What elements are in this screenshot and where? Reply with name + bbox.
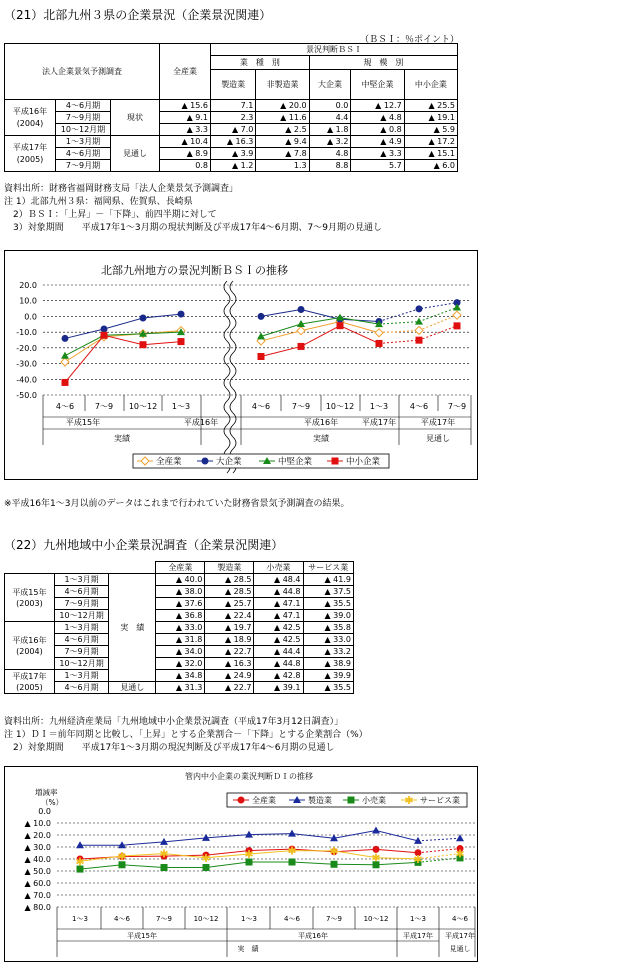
legend-label: 全産業 bbox=[156, 457, 182, 467]
value-cell: ▲ 47.1 bbox=[254, 610, 303, 622]
year-cell bbox=[5, 670, 55, 694]
year-cell bbox=[5, 100, 56, 136]
value-cell: ▲ 16.3 bbox=[211, 136, 256, 148]
y-tick-label: 0.0 bbox=[38, 807, 51, 816]
year-label: 平成17年 bbox=[12, 671, 47, 681]
value-cell: 1.3 bbox=[256, 160, 309, 172]
col-mid: 中堅企業 bbox=[351, 70, 404, 100]
value-cell: ▲ 39.0 bbox=[303, 610, 353, 622]
data-point bbox=[415, 318, 423, 325]
chart-title: 管内中小企業の業況判断ＤＩの推移 bbox=[185, 772, 313, 781]
data-point bbox=[454, 322, 461, 329]
data-point: ✱ bbox=[201, 851, 211, 865]
di-chart-svg bbox=[5, 767, 477, 961]
legend-label: 小売業 bbox=[362, 796, 386, 805]
table-row bbox=[5, 622, 354, 634]
value-cell: ▲ 4.8 bbox=[351, 112, 404, 124]
value-cell: ▲ 37.6 bbox=[156, 598, 205, 610]
phase-label: 実 績 bbox=[237, 945, 259, 953]
data-point: ✱ bbox=[244, 847, 254, 861]
y-tick-label: ▲ 10.0 bbox=[24, 819, 51, 828]
chart1-footnote: ※平成16年1～3月以前のデータはこれまで行われていた財務省景気予測調査の結果。 bbox=[4, 499, 350, 509]
note-line: 資料出所：九州経済産業局「九州地域中小企業景況調査（平成17年3月12日調査）」 bbox=[4, 717, 344, 727]
year-label: 平成16年 bbox=[303, 418, 339, 427]
year-label: 平成16年 bbox=[183, 418, 219, 427]
x-tick-label: 4～6 bbox=[284, 915, 300, 923]
kind-cell: 見通し bbox=[111, 136, 160, 172]
value-cell: ▲ 1.2 bbox=[211, 160, 256, 172]
legend-label: 大企業 bbox=[216, 457, 242, 467]
data-point bbox=[140, 341, 147, 348]
legend-label: 全産業 bbox=[252, 796, 276, 805]
value-cell: ▲ 11.6 bbox=[256, 112, 309, 124]
value-cell: ▲ 2.5 bbox=[256, 124, 309, 136]
year-sub: (2005) bbox=[16, 682, 43, 692]
value-cell: ▲ 8.9 bbox=[160, 148, 211, 160]
bsi-chart-svg bbox=[5, 251, 477, 479]
table-row bbox=[5, 646, 354, 658]
legend-marker: ✱ bbox=[404, 794, 414, 807]
x-tick-label: 1～3 bbox=[171, 402, 191, 411]
value-cell: ▲ 15.1 bbox=[404, 148, 457, 160]
value-cell: ▲ 17.2 bbox=[404, 136, 457, 148]
legend-label: 中小企業 bbox=[346, 457, 381, 467]
value-cell: ▲ 9.1 bbox=[160, 112, 211, 124]
y-tick-label: ▲ 70.0 bbox=[24, 891, 51, 900]
x-tick-label: 7～9 bbox=[156, 915, 172, 923]
data-point bbox=[288, 830, 296, 837]
value-cell: ▲ 35.5 bbox=[303, 598, 353, 610]
di-col-mfg: 製造業 bbox=[205, 562, 254, 574]
y-tick-label: ▲ 80.0 bbox=[24, 903, 51, 912]
y-tick-label: -40.0 bbox=[16, 375, 37, 385]
x-tick-label: 10～12 bbox=[128, 402, 158, 411]
x-tick-label: 10～12 bbox=[193, 915, 219, 923]
bsi-chart bbox=[4, 250, 478, 480]
value-cell: ▲ 31.3 bbox=[156, 682, 205, 694]
y-tick-label: -10.0 bbox=[16, 328, 37, 338]
value-cell: ▲ 3.9 bbox=[211, 148, 256, 160]
phase-label: 見通し bbox=[449, 945, 471, 953]
x-tick-label: 7～9 bbox=[94, 402, 114, 411]
data-point bbox=[101, 332, 108, 339]
value-cell: ▲ 36.8 bbox=[156, 610, 205, 622]
data-point bbox=[178, 338, 185, 345]
table-row bbox=[5, 670, 354, 682]
value-cell: 0.0 bbox=[309, 100, 351, 112]
value-cell: ▲ 47.1 bbox=[254, 598, 303, 610]
year-cell bbox=[5, 136, 56, 172]
period-cell: 7～9月期 bbox=[54, 646, 108, 658]
phase-label: 実績 bbox=[114, 434, 130, 443]
table-corner: 法人企業景気予測調査 bbox=[5, 44, 160, 100]
period-cell: 4～6月期 bbox=[54, 682, 108, 694]
value-cell: 0.8 bbox=[160, 160, 211, 172]
value-cell: ▲ 39.1 bbox=[254, 682, 303, 694]
value-cell: ▲ 25.5 bbox=[404, 100, 457, 112]
col-all: 全産業 bbox=[160, 44, 211, 100]
value-cell: ▲ 33.0 bbox=[303, 634, 353, 646]
value-cell: ▲ 7.0 bbox=[211, 124, 256, 136]
value-cell: ▲ 44.8 bbox=[254, 658, 303, 670]
x-tick-label: 4～6 bbox=[409, 402, 429, 411]
value-cell: ▲ 4.9 bbox=[351, 136, 404, 148]
table-row bbox=[5, 598, 354, 610]
value-cell: ▲ 1.8 bbox=[309, 124, 351, 136]
table-row bbox=[5, 634, 354, 646]
di-corner bbox=[5, 562, 156, 574]
table-row bbox=[5, 586, 354, 598]
legend-marker bbox=[348, 797, 355, 804]
legend-marker bbox=[332, 458, 339, 465]
bsi-table bbox=[4, 43, 458, 172]
y-tick-label: 10.0 bbox=[19, 296, 37, 306]
value-cell: ▲ 3.3 bbox=[160, 124, 211, 136]
data-point: ✱ bbox=[75, 855, 85, 869]
data-point bbox=[62, 335, 69, 342]
value-cell: ▲ 35.8 bbox=[303, 622, 353, 634]
value-cell: ▲ 18.9 bbox=[205, 634, 254, 646]
table-row bbox=[5, 112, 458, 124]
value-cell: ▲ 22.4 bbox=[205, 610, 254, 622]
year-label: 平成17年 bbox=[445, 932, 475, 940]
data-point bbox=[140, 315, 147, 322]
series-line-forecast bbox=[418, 849, 460, 853]
kind-cell: 見通し bbox=[109, 682, 156, 694]
data-point bbox=[258, 313, 265, 320]
value-cell: 2.3 bbox=[211, 112, 256, 124]
sec21-unit: （ＢＳＩ：％ポイント） bbox=[360, 35, 460, 45]
group-size: 規 模 別 bbox=[309, 56, 457, 70]
year-label: 平成17年 bbox=[12, 142, 48, 152]
data-point: ✱ bbox=[117, 850, 127, 863]
y-tick-label: 20.0 bbox=[19, 281, 37, 290]
value-cell: ▲ 42.5 bbox=[254, 622, 303, 634]
phase-label: 見通し bbox=[426, 434, 450, 443]
value-cell: ▲ 37.5 bbox=[303, 586, 353, 598]
data-point bbox=[161, 864, 168, 871]
data-point: ✱ bbox=[413, 852, 423, 866]
data-point bbox=[372, 827, 380, 834]
period-cell: 1～3月期 bbox=[54, 574, 108, 586]
value-cell: ▲ 32.0 bbox=[156, 658, 205, 670]
value-cell: ▲ 44.4 bbox=[254, 646, 303, 658]
y-tick-label: ▲ 60.0 bbox=[24, 879, 51, 888]
di-col-retail: 小売業 bbox=[254, 562, 303, 574]
value-cell: ▲ 38.9 bbox=[303, 658, 353, 670]
data-point bbox=[298, 343, 305, 350]
value-cell: ▲ 15.6 bbox=[160, 100, 211, 112]
data-point bbox=[297, 327, 305, 335]
data-point bbox=[331, 861, 338, 868]
data-point: ✱ bbox=[455, 847, 465, 861]
data-point: ✱ bbox=[159, 847, 169, 861]
series-line-forecast bbox=[418, 858, 460, 862]
year-sub: (2004) bbox=[16, 646, 43, 656]
value-cell: ▲ 20.0 bbox=[256, 100, 309, 112]
value-cell: ▲ 38.0 bbox=[156, 586, 205, 598]
value-cell: ▲ 28.5 bbox=[205, 586, 254, 598]
x-tick-label: 7～9 bbox=[447, 402, 467, 411]
table-row bbox=[5, 610, 354, 622]
value-cell: ▲ 33.2 bbox=[303, 646, 353, 658]
period-cell: 7～9月期 bbox=[54, 598, 108, 610]
period-cell: 1～3月期 bbox=[56, 136, 111, 148]
value-cell: ▲ 3.3 bbox=[351, 148, 404, 160]
y-tick-label: -30.0 bbox=[16, 359, 37, 369]
note-line: 注 1）北部九州３県：福岡県、佐賀県、長崎県 bbox=[4, 197, 193, 207]
sec21-notes bbox=[4, 183, 382, 235]
value-cell: ▲ 42.5 bbox=[254, 634, 303, 646]
x-tick-label: 7～9 bbox=[326, 915, 342, 923]
sec21-title: （21）北部九州３県の企業景況（企業景況関連） bbox=[4, 8, 272, 22]
axis-break bbox=[230, 281, 236, 473]
sec22-notes bbox=[4, 716, 368, 755]
note-line: 資料出所：財務省福岡財務支局「法人企業景気予測調査」 bbox=[4, 184, 239, 194]
table-row bbox=[5, 682, 354, 694]
value-cell: ▲ 35.5 bbox=[303, 682, 353, 694]
data-point bbox=[258, 353, 265, 360]
x-tick-label: 1～3 bbox=[369, 402, 389, 411]
value-cell: ▲ 7.8 bbox=[256, 148, 309, 160]
note-line: 2）ＢＳＩ：「上昇」－「下降」、前四半期に対して bbox=[4, 210, 217, 220]
y-tick-label: ▲ 50.0 bbox=[24, 867, 51, 876]
y-axis-label: 増減率 bbox=[35, 788, 58, 797]
data-point bbox=[375, 329, 383, 337]
di-col-service: サービス業 bbox=[303, 562, 353, 574]
note-line: 2）対象期間 平成17年1～3月期の現況判断及び平成17年4～6月期の見通し bbox=[4, 743, 335, 753]
value-cell: 7.1 bbox=[211, 100, 256, 112]
value-cell: ▲ 33.0 bbox=[156, 622, 205, 634]
value-cell: 4.4 bbox=[309, 112, 351, 124]
series-line bbox=[261, 310, 379, 322]
value-cell: ▲ 39.9 bbox=[303, 670, 353, 682]
year-sub: (2003) bbox=[16, 598, 43, 608]
year-label: 平成17年 bbox=[361, 418, 397, 427]
data-point bbox=[416, 337, 423, 344]
x-tick-label: 10～12 bbox=[363, 915, 389, 923]
series-line bbox=[261, 326, 379, 357]
value-cell: 4.8 bbox=[309, 148, 351, 160]
data-point: ✱ bbox=[371, 851, 381, 865]
data-point bbox=[376, 340, 383, 347]
phase-label: 実績 bbox=[313, 434, 329, 443]
data-point bbox=[203, 864, 210, 871]
chart-title: 北部九州地方の景況判断ＢＳＩの推移 bbox=[101, 264, 288, 277]
x-tick-label: 4～6 bbox=[452, 915, 468, 923]
y-tick-label: ▲ 30.0 bbox=[24, 843, 51, 852]
di-chart bbox=[4, 766, 478, 962]
sec22-title: （22）九州地域中小企業景況調査（企業景況関連） bbox=[4, 538, 284, 552]
table-row bbox=[5, 124, 458, 136]
value-cell: ▲ 6.0 bbox=[404, 160, 457, 172]
value-cell: ▲ 0.8 bbox=[351, 124, 404, 136]
year-label: 平成17年 bbox=[420, 418, 456, 427]
value-cell: ▲ 9.4 bbox=[256, 136, 309, 148]
data-point bbox=[61, 352, 69, 359]
data-point bbox=[337, 322, 344, 329]
value-cell: ▲ 16.3 bbox=[205, 658, 254, 670]
value-cell: ▲ 40.0 bbox=[156, 574, 205, 586]
data-point: ✱ bbox=[329, 844, 339, 858]
table-row bbox=[5, 574, 354, 586]
y-tick-label: ▲ 40.0 bbox=[24, 855, 51, 864]
year-sub: (2004) bbox=[16, 118, 44, 128]
table-row bbox=[5, 136, 458, 148]
period-cell: 10～12月期 bbox=[56, 124, 111, 136]
value-cell: ▲ 22.7 bbox=[205, 646, 254, 658]
y-tick-label: -50.0 bbox=[16, 391, 37, 400]
value-cell: ▲ 3.2 bbox=[309, 136, 351, 148]
data-point bbox=[416, 305, 423, 312]
value-cell: ▲ 5.9 bbox=[404, 124, 457, 136]
data-point: ✱ bbox=[287, 844, 297, 858]
value-cell: ▲ 19.7 bbox=[205, 622, 254, 634]
x-tick-label: 10～12 bbox=[325, 402, 355, 411]
value-cell: ▲ 41.9 bbox=[303, 574, 353, 586]
legend-label: サービス業 bbox=[420, 796, 460, 805]
period-cell: 10～12月期 bbox=[54, 610, 108, 622]
axis-break bbox=[224, 281, 230, 473]
kind-cell: 現状 bbox=[111, 100, 160, 136]
series-line-forecast bbox=[418, 838, 460, 841]
data-point bbox=[456, 834, 464, 841]
period-cell: 7～9月期 bbox=[56, 160, 111, 172]
year-label: 平成17年 bbox=[403, 932, 433, 940]
group-industry: 業 種 別 bbox=[211, 56, 310, 70]
value-cell: ▲ 22.7 bbox=[205, 682, 254, 694]
data-point bbox=[61, 358, 69, 366]
value-cell: ▲ 19.1 bbox=[404, 112, 457, 124]
table-row bbox=[5, 148, 458, 160]
year-sub: (2005) bbox=[16, 154, 44, 164]
note-line: 注 1）ＤＩ＝前年同期と比較し、「上昇」とする企業割合－「下降」とする企業割合（%） bbox=[4, 730, 368, 740]
x-tick-label: 1～3 bbox=[241, 915, 257, 923]
value-cell: ▲ 44.8 bbox=[254, 586, 303, 598]
value-cell: ▲ 28.5 bbox=[205, 574, 254, 586]
value-cell: ▲ 24.9 bbox=[205, 670, 254, 682]
x-tick-label: 4～6 bbox=[55, 402, 75, 411]
note-line: 3）対象期間 平成17年1～3月期の現状判断及び平成17年4～6月期、7～9月期の見通し bbox=[4, 223, 382, 233]
value-cell: ▲ 10.4 bbox=[160, 136, 211, 148]
data-point bbox=[62, 379, 69, 386]
table-row bbox=[5, 100, 458, 112]
period-cell: 4～6月期 bbox=[56, 148, 111, 160]
di-table bbox=[4, 561, 354, 694]
series-line bbox=[65, 335, 181, 382]
kind-cell: 実 績 bbox=[109, 574, 156, 682]
data-point bbox=[453, 311, 461, 319]
value-cell: 8.8 bbox=[309, 160, 351, 172]
period-cell: 4～6月期 bbox=[56, 100, 111, 112]
y-tick-label: ▲ 20.0 bbox=[24, 831, 51, 840]
period-cell: 4～6月期 bbox=[54, 586, 108, 598]
value-cell: ▲ 25.7 bbox=[205, 598, 254, 610]
y-tick-label: 0.0 bbox=[24, 312, 37, 322]
y-tick-label: -20.0 bbox=[16, 343, 37, 353]
col-large: 大企業 bbox=[309, 70, 351, 100]
legend-label: 中堅企業 bbox=[278, 457, 313, 467]
legend-marker bbox=[238, 797, 245, 804]
value-cell: ▲ 12.7 bbox=[351, 100, 404, 112]
legend-marker bbox=[202, 458, 209, 465]
top-header: 景況判断ＢＳＩ bbox=[211, 44, 458, 56]
value-cell: ▲ 42.8 bbox=[254, 670, 303, 682]
data-point bbox=[415, 326, 423, 334]
y-axis-label: （%） bbox=[41, 798, 64, 807]
value-cell: ▲ 48.4 bbox=[254, 574, 303, 586]
di-col-all: 全産業 bbox=[156, 562, 205, 574]
year-cell bbox=[5, 574, 55, 622]
period-cell: 10～12月期 bbox=[54, 658, 108, 670]
period-cell: 1～3月期 bbox=[54, 670, 108, 682]
value-cell: ▲ 31.8 bbox=[156, 634, 205, 646]
x-tick-label: 4～6 bbox=[114, 915, 130, 923]
period-cell: 1～3月期 bbox=[54, 622, 108, 634]
value-cell: ▲ 34.0 bbox=[156, 646, 205, 658]
col-mfg: 製造業 bbox=[211, 70, 256, 100]
legend-label: 製造業 bbox=[308, 796, 332, 805]
year-cell bbox=[5, 622, 55, 670]
series-line-forecast bbox=[418, 854, 460, 859]
period-cell: 7～9月期 bbox=[56, 112, 111, 124]
x-tick-label: 7～9 bbox=[291, 402, 311, 411]
year-label: 平成16年 bbox=[12, 106, 48, 116]
year-label: 平成16年 bbox=[298, 932, 328, 940]
data-point bbox=[178, 311, 185, 318]
x-tick-label: 1～3 bbox=[72, 915, 88, 923]
table-row bbox=[5, 658, 354, 670]
x-tick-label: 4～6 bbox=[251, 402, 271, 411]
table-row bbox=[5, 160, 458, 172]
year-label: 平成15年 bbox=[65, 418, 101, 427]
year-label: 平成15年 bbox=[12, 587, 47, 597]
value-cell: ▲ 34.8 bbox=[156, 670, 205, 682]
col-nonmfg: 非製造業 bbox=[256, 70, 309, 100]
data-point bbox=[289, 859, 296, 866]
col-small: 中小企業 bbox=[404, 70, 457, 100]
period-cell: 4～6月期 bbox=[54, 634, 108, 646]
year-label: 平成15年 bbox=[127, 932, 157, 940]
data-point bbox=[298, 306, 305, 313]
year-label: 平成16年 bbox=[12, 635, 47, 645]
x-tick-label: 1～3 bbox=[410, 915, 426, 923]
value-cell: 5.7 bbox=[351, 160, 404, 172]
